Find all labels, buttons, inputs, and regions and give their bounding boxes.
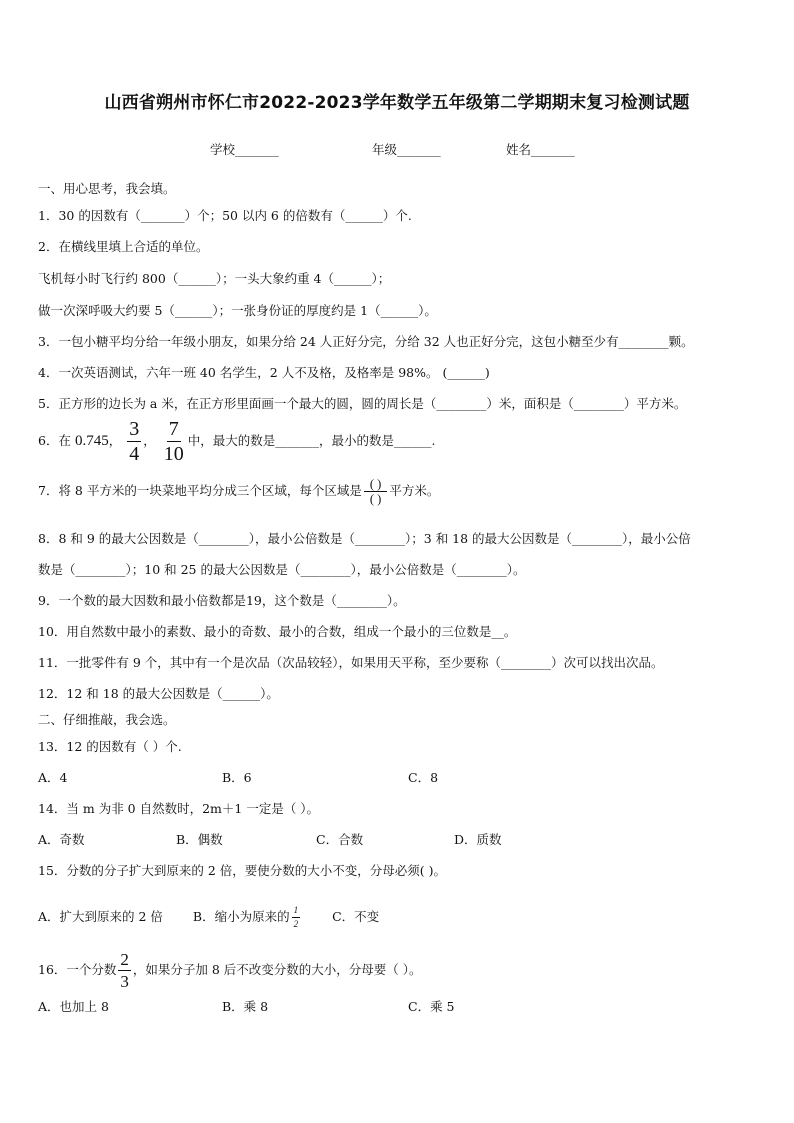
- q15-denominator: 2: [293, 919, 299, 929]
- question-7: [38, 472, 439, 510]
- question-2: 2．在横线里填上合适的单位。: [38, 239, 209, 254]
- section-1-heading: 一、用心思考，我会填。: [38, 181, 176, 196]
- question-2-line-a: 飞机每小时飞行约 800（______）；一头大象约重 4（______）；: [38, 271, 391, 286]
- q14-option-b: B．偶数: [176, 832, 223, 847]
- q7-blank-fraction: [364, 477, 387, 507]
- q15-option-c: C．不变: [332, 909, 380, 924]
- school-field: 学校_______: [210, 142, 279, 157]
- q16-denominator: 3: [120, 972, 129, 991]
- question-9: 9．一个数的最大因数和最小倍数都是19，这个数是（________）。: [38, 593, 406, 608]
- q14-option-c: C．合数: [316, 832, 364, 847]
- q13-option-c: C．8: [408, 770, 439, 785]
- question-1: 1．30 的因数有（_______）个；50 以内 6 的倍数有（______）个.: [38, 208, 412, 223]
- q6-f2-denominator: 10: [163, 443, 184, 465]
- question-8-line-b: 数是（________）；10 和 25 的最大公因数是（________），最小公倍数是（________）。: [38, 562, 526, 577]
- question-10: 10．用自然数中最小的素数、最小的奇数、最小的合数，组成一个最小的三位数是__。: [38, 624, 517, 639]
- q14-option-a: A．奇数: [38, 832, 85, 847]
- q7-prefix: 7．将 8 平方米的一块菜地平均分成三个区域，每个区域是: [38, 483, 362, 498]
- q6-fraction-7-10: [162, 419, 186, 464]
- name-field: 姓名_______: [506, 142, 575, 157]
- q6-f2-numerator: 7: [168, 418, 179, 440]
- q6-fraction-3-4: [127, 419, 141, 464]
- question-5: 5．正方形的边长为 a 米，在正方形里面画一个最大的圆，圆的周长是（________）米，面积是（________）平方米。: [38, 396, 687, 411]
- q14-option-d: D．质数: [454, 832, 502, 847]
- question-2-line-b: 做一次深呼吸大约要 5（______）；一张身份证的厚度约是 1（______）。: [38, 303, 437, 318]
- q15-options-row: [38, 900, 379, 934]
- q7-denominator: ( ): [369, 492, 382, 506]
- question-16: [38, 951, 422, 989]
- q16-prefix: 16．一个分数: [38, 962, 117, 977]
- q6-suffix: 中，最大的数是_______，最小的数是______.: [187, 433, 436, 448]
- section-2-heading: 二、仔细推敲，我会选。: [38, 712, 176, 727]
- q15-option-a: A．扩大到原来的 2 倍: [38, 909, 163, 924]
- question-11: 11．一批零件有 9 个，其中有一个是次品（次品较轻），如果用天平称，至少要称（________）次可以找出次品。: [38, 655, 664, 670]
- q16-option-a: A．也加上 8: [38, 999, 109, 1014]
- q16-option-c: C．乘 5: [408, 999, 455, 1014]
- question-3: 3．一包小糖平均分给一年级小朋友，如果分给 24 人正好分完，分给 32 人也正好分完，这包小糖至少有________颗。: [38, 334, 694, 349]
- question-15: 15．分数的分子扩大到原来的 2 倍，要使分数的大小不变，分母必须( )。: [38, 863, 447, 878]
- q15-option-b: B．缩小为原来的: [192, 909, 290, 924]
- question-6: [38, 418, 436, 465]
- question-8-line-a: 8．8 和 9 的最大公因数是（________），最小公倍数是（________）；3 和 18 的最大公因数是（________），最小公倍: [38, 531, 691, 546]
- q6-sep2: ，: [143, 433, 156, 448]
- q16-suffix: ，如果分子加 8 后不改变分数的大小，分母要（ ）。: [132, 962, 422, 977]
- question-4: 4．一次英语测试，六年一班 40 名学生，2 人不及格，及格率是 98%。 (______): [38, 365, 490, 380]
- question-12: 12．12 和 18 的最大公因数是（______）。: [38, 686, 279, 701]
- page-title: 山西省朔州市怀仁市2022-2023学年数学五年级第二学期期末复习检测试题: [104, 93, 690, 113]
- q7-suffix: 平方米。: [389, 483, 440, 498]
- question-14: 14．当 m 为非 0 自然数时，2m＋1 一定是（ ）。: [38, 801, 320, 816]
- grade-field: 年级_______: [372, 142, 441, 157]
- q6-sep1: ，: [108, 433, 122, 448]
- q6-decimal: 0.745: [74, 433, 109, 449]
- q6-prefix: 6．在: [38, 433, 71, 448]
- q13-option-b: B．6: [222, 770, 252, 785]
- q15-numerator: 1: [292, 906, 301, 918]
- q6-f1-numerator: 3: [129, 418, 140, 440]
- question-13: 13．12 的因数有（ ）个.: [38, 739, 182, 754]
- q13-option-a: A．4: [38, 770, 68, 785]
- q16-option-b: B．乘 8: [222, 999, 269, 1014]
- q16-fraction-2-3: [118, 951, 131, 990]
- q6-f1-denominator: 4: [129, 443, 140, 465]
- q16-numerator: 2: [120, 950, 129, 969]
- q15-fraction-1-2: [292, 906, 301, 929]
- q7-numerator: ( ): [364, 477, 387, 493]
